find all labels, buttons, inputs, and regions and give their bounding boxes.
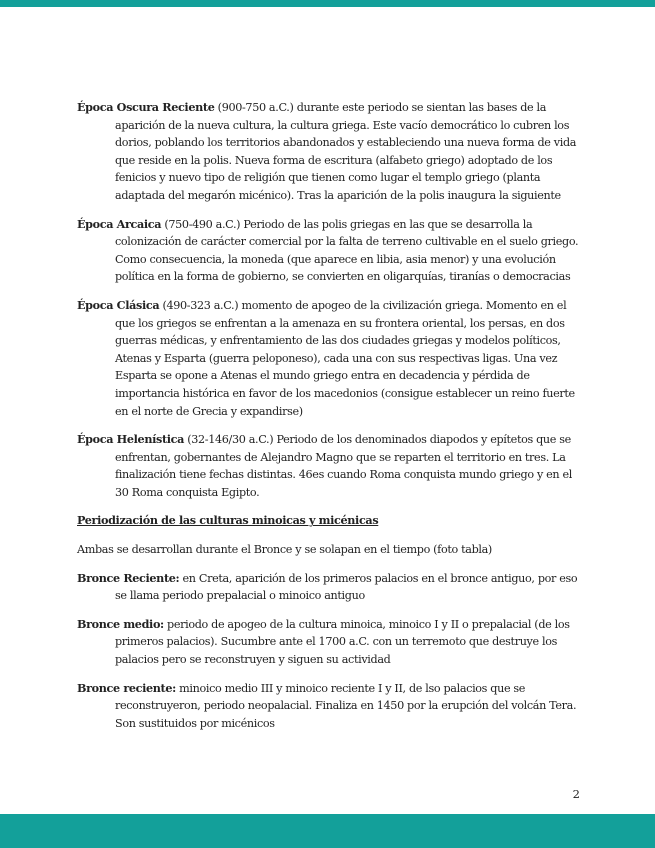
document-body bbox=[77, 99, 582, 743]
period-text: (750-490 a.C.) Periodo de las polis griegas en las que se desarrolla la colonización de carácter comercial por la falta de terreno cultivable en el suelo griego. Como consecuencia, la moneda (que aparece en libia, asia menor) y una evolución política en la forma de gobierno, se convierten en oligarquías, tiranías o democracias bbox=[115, 217, 579, 284]
period-term: Época Oscura Reciente bbox=[77, 100, 215, 114]
bronze-text: minoico medio III y minoico reciente I y II, de lso palacios que se reconstruyeron, periodo neopalacial. Finaliza en 1450 por la erupción del volcán Tera. Son sustituidos por micénicos bbox=[115, 681, 577, 730]
period-paragraph bbox=[77, 99, 582, 205]
bottom-accent-band bbox=[0, 814, 655, 848]
period-text: (900-750 a.C.) durante este periodo se sientan las bases de la aparición de la nueva cultura, la cultura griega. Este vacío democrático lo cubren los dorios, poblando los territorios abandonados y estableciendo una nueva forma de vida que reside en la polis. Nueva forma de escritura (alfabeto griego) adoptado de los fenicios y nuevo tipo de religión que tienen como lugar el templo griego (planta adaptada del megarón micénico). Tras la aparición de la polis inaugura la siguiente bbox=[115, 101, 577, 202]
bronze-term: Bronce medio: bbox=[77, 616, 164, 631]
period-text: (32-146/30 a.C.) Periodo de los denominados diapodos y epítetos que se enfrentan, gobernantes de Alejandro Magno que se reparten el territorio en tres. La finalización tiene fechas distintas. 46es cuando Roma conquista mundo griego y en el 30 Roma conquista Egipto. bbox=[115, 433, 572, 499]
period-paragraph bbox=[77, 216, 582, 286]
bronze-paragraph bbox=[77, 616, 582, 669]
bronze-text: en Creta, aparición de los primeros palacios en el bronce antiguo, por eso se llama periodo prepalacial o minoico antiguo bbox=[115, 571, 578, 603]
bronze-term: Bronce Reciente: bbox=[77, 570, 180, 585]
section-heading: Periodización de las culturas minoicas y micénicas bbox=[77, 513, 379, 528]
section-intro: Ambas se desarrollan durante el Bronce y se solapan en el tiempo (foto tabla) bbox=[77, 543, 492, 557]
bronze-text: periodo de apogeo de la cultura minoica, minoico I y II o prepalacial (de los primeros palacios). Sucumbre ante el 1700 a.C. con un terremoto que destruye los palacios pero se reconstruyen y siguen su actividad bbox=[115, 617, 570, 667]
bronze-paragraph bbox=[77, 680, 582, 733]
period-paragraph bbox=[77, 297, 582, 420]
bronze-paragraph bbox=[77, 570, 582, 605]
period-term: Época Helenística bbox=[77, 432, 185, 447]
period-term: Época Arcaica bbox=[77, 216, 162, 231]
bronze-term: Bronce reciente: bbox=[77, 680, 176, 695]
page-number: 2 bbox=[572, 787, 580, 801]
top-accent-band bbox=[0, 0, 655, 7]
period-term: Época Clásica bbox=[77, 297, 160, 312]
period-text: (490-323 a.C.) momento de apogeo de la civilización griega. Momento en el que los griegos se enfrentan a la amenaza en su frontera oriental, los persas, en dos guerras médicas, y enfrentamiento de las dos ciudades griegas y modelos políticos, Atenas y Esparta (guerra peloponeso), cada una con sus respectivas ligas. Una vez Esparta se opone a Atenas el mundo griego entra en decadencia y pérdida de importancia histórica en favor de los macedonios (consigue establecer un reino fuerte en el norte de Grecia y expandirse) bbox=[115, 298, 575, 418]
period-paragraph bbox=[77, 431, 582, 501]
